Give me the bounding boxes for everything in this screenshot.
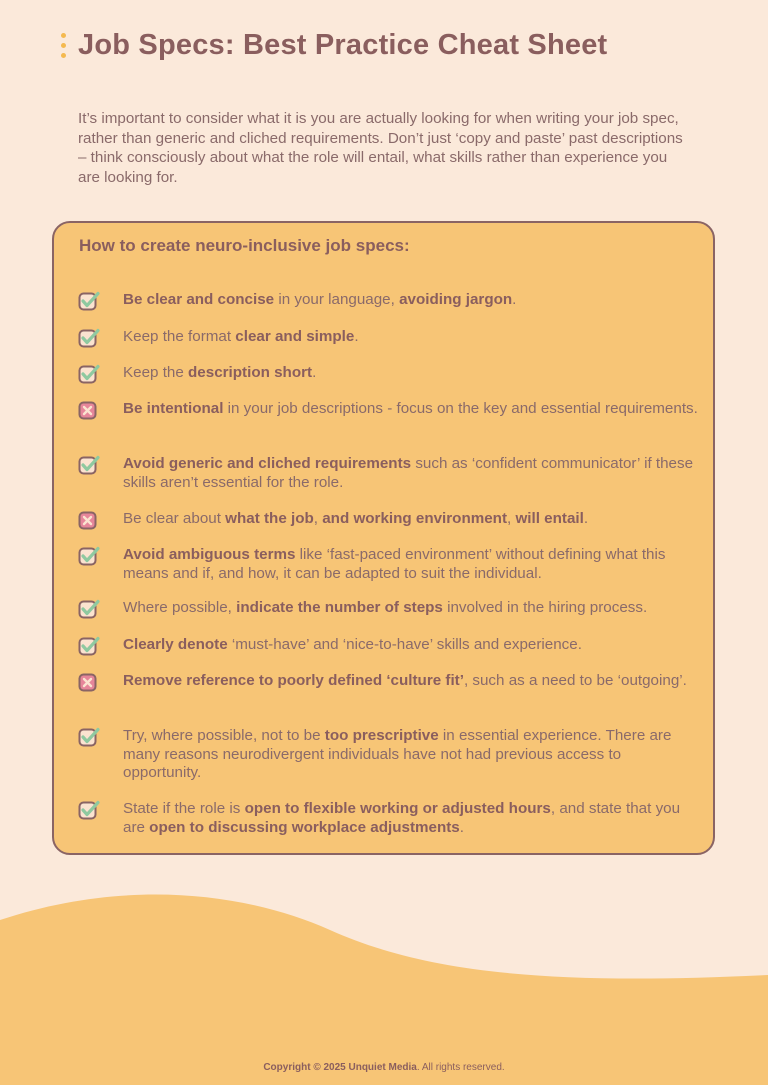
guideline-segment: . bbox=[512, 291, 517, 308]
guideline-segment: , such as a need to be ‘outgoing’. bbox=[463, 672, 687, 689]
check-icon bbox=[78, 291, 100, 313]
cross-icon bbox=[78, 672, 100, 694]
guideline-emphasis: Clearly denote bbox=[123, 636, 228, 653]
guideline-segment: Where possible, bbox=[123, 599, 237, 616]
guideline-emphasis: too prescriptive bbox=[324, 727, 439, 744]
decorative-wave bbox=[0, 880, 768, 1085]
guideline-text bbox=[123, 328, 698, 347]
guideline-text bbox=[123, 455, 698, 492]
guideline-emphasis: Avoid ambiguous terms bbox=[123, 546, 296, 563]
guideline-emphasis: open to flexible working or adjusted hours bbox=[244, 800, 551, 817]
guideline-emphasis: what the job bbox=[225, 510, 314, 527]
guideline-emphasis: Be clear and concise bbox=[123, 291, 275, 308]
check-icon bbox=[78, 364, 100, 386]
guideline-emphasis: indicate the number of steps bbox=[236, 599, 443, 616]
decorative-dots bbox=[61, 33, 67, 63]
guideline-emphasis: Be intentional bbox=[123, 400, 224, 417]
guideline-emphasis: avoiding jargon bbox=[399, 291, 513, 308]
guideline-emphasis: Remove reference to poorly defined ‘culture fit’ bbox=[123, 672, 464, 689]
guideline-segment: in your job descriptions - focus on the key and essential requirements. bbox=[223, 400, 698, 417]
check-icon bbox=[78, 636, 100, 658]
guideline-segment: in essential experience. There are many reasons neurodivergent individuals have not had previous access to opportunity. bbox=[123, 727, 672, 781]
card-heading: How to create neuro-inclusive job specs: bbox=[79, 236, 410, 255]
guideline-segment: in your language, bbox=[274, 291, 400, 308]
guideline-segment: State if the role is bbox=[123, 800, 245, 817]
guideline-text bbox=[123, 599, 698, 618]
footer bbox=[0, 1062, 768, 1073]
guideline-text bbox=[123, 727, 698, 783]
guideline-segment: Try, where possible, not to be bbox=[123, 727, 325, 744]
guideline-segment: . bbox=[354, 328, 359, 345]
page-title: Job Specs: Best Practice Cheat Sheet bbox=[78, 29, 608, 61]
guidelines-card bbox=[52, 221, 715, 855]
guideline-emphasis: and working environment bbox=[322, 510, 508, 527]
guideline-segment: involved in the hiring process. bbox=[442, 599, 648, 616]
guideline-segment: . bbox=[459, 818, 464, 836]
guideline-segment: ‘must-have’ and ‘nice-to-have’ skills and experience. bbox=[227, 636, 582, 653]
check-icon bbox=[78, 599, 100, 621]
guideline-segment: , bbox=[507, 510, 516, 527]
guideline-text bbox=[123, 400, 698, 419]
guideline-segment: . bbox=[583, 510, 589, 527]
guideline-segment: , and state that you are bbox=[123, 800, 681, 836]
guideline-emphasis: Avoid generic and cliched requirements bbox=[123, 455, 412, 472]
guideline-text bbox=[123, 291, 698, 310]
rights-text: . All rights reserved. bbox=[416, 1062, 505, 1073]
check-icon bbox=[78, 455, 100, 477]
intro-paragraph: It’s important to consider what it is you are actually looking for when writing your job spec, rather than generic and cliched requirements. Don’t just ‘copy and paste’ past descriptions – think consciously about what the role will entail, what skills rather than experience you are looking for. bbox=[78, 110, 683, 186]
guideline-emphasis: will entail bbox=[515, 510, 584, 527]
cross-icon bbox=[78, 510, 100, 532]
guideline-text bbox=[123, 510, 698, 529]
guideline-segment: , bbox=[313, 510, 323, 527]
guideline-segment: like ‘fast-paced environment’ without defining what this means and if, and how, it can be adapted to suit the individual. bbox=[123, 546, 666, 582]
guideline-emphasis: clear and simple bbox=[235, 328, 355, 345]
guideline-text bbox=[123, 546, 698, 583]
guideline-segment: Keep the format bbox=[123, 328, 236, 345]
guideline-segment: . bbox=[312, 364, 317, 381]
cross-icon bbox=[78, 400, 100, 422]
guideline-text bbox=[123, 636, 698, 655]
guideline-text bbox=[123, 364, 698, 383]
guideline-text bbox=[123, 800, 698, 837]
check-icon bbox=[78, 546, 100, 568]
guideline-text bbox=[123, 672, 698, 691]
guideline-segment: Keep the bbox=[123, 364, 189, 381]
guideline-segment: Be clear about bbox=[123, 510, 226, 527]
check-icon bbox=[78, 727, 100, 749]
guideline-emphasis: description short bbox=[188, 364, 313, 381]
check-icon bbox=[78, 800, 100, 822]
guideline-segment: such as ‘confident communicator’ if these skills aren’t essential for the role. bbox=[123, 455, 694, 491]
check-icon bbox=[78, 328, 100, 350]
guideline-emphasis: open to discussing workplace adjustments bbox=[149, 818, 460, 836]
copyright-text: Copyright © 2025 Unquiet Media bbox=[263, 1062, 417, 1073]
